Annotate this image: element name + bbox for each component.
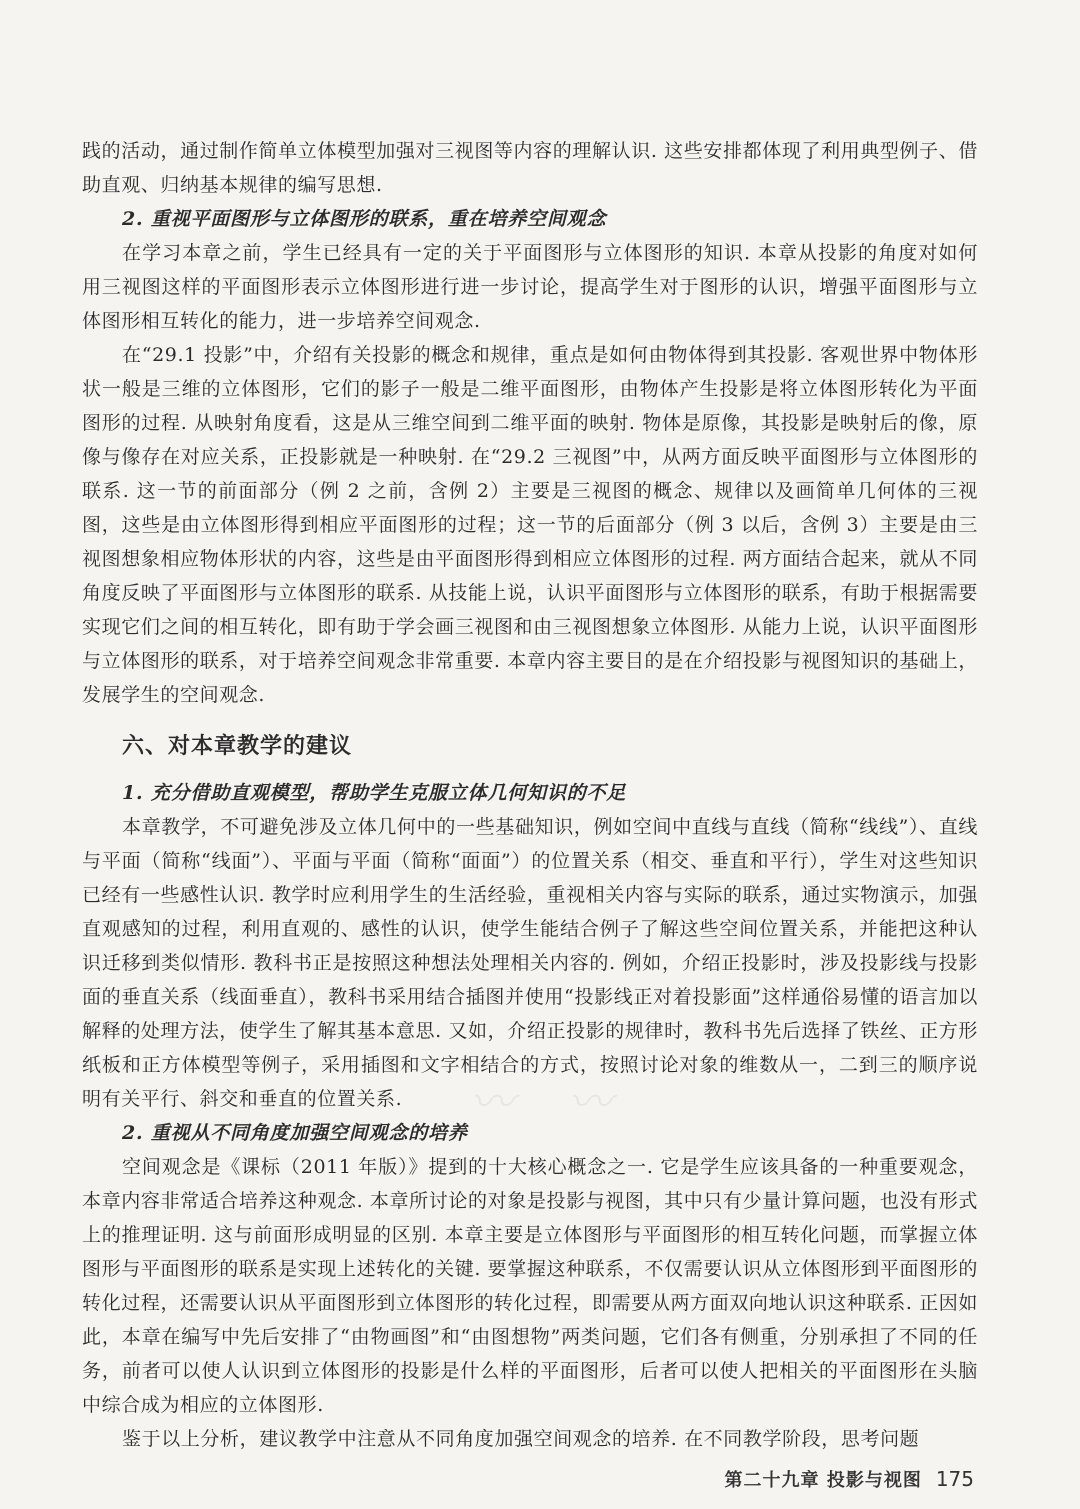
page-number: 175 [935,1467,974,1491]
paragraph: 空间观念是《课标（2011 年版）》提到的十大核心概念之一. 它是学生应该具备的一种重要观念，本章内容非常适合培养这种观念. 本章所讨论的对象是投影与视图，其中只有少量计算问题，也没有形式上的推理证明. 这与前面形成明显的区别. 本章主要是立体图形与平面图形的相互转化问题，而掌握立体图形与平面图形的联系是实现上述转化的关键. 要掌握这种联系，不仅需要认识从立体图形到平面图形的转化过程，还需要认识从平面图形到立体图形的转化过程，即需要从两方面双向地认识这种联系. 正因如此，本章在编写中先后安排了“由物画图”和“由图想物”两类问题，它们各有侧重，分别承担了不同的任务，前者可以使人认识到立体图形的投影是什么样的平面图形，后者可以使人把相关的平面图形在头脑中综合成为相应的立体图形. [82,1156,978,1416]
paragraph: 在学习本章之前，学生已经具有一定的关于平面图形与立体图形的知识. 本章从投影的角度对如何用三视图这样的平面图形表示立体图形进行进一步讨论，提高学生对于图形的认识，增强平面图形与立体图形相互转化的能力，进一步培养空间观念. [82,242,978,332]
chapter-title: 第二十九章 投影与视图 [724,1470,922,1491]
paragraph: 鉴于以上分析，建议教学中注意从不同角度加强空间观念的培养. 在不同教学阶段，思考问题 [122,1428,920,1450]
paragraph: 本章教学，不可避免涉及立体几何中的一些基础知识，例如空间中直线与直线（简称“线线”）、直线与平面（简称“线面”）、平面与平面（简称“面面”）的位置关系（相交、垂直和平行），学生对这些知识已经有一些感性认识. 教学时应利用学生的生活经验，重视相关内容与实际的联系，通过实物演示，加强直观感知的过程，利用直观的、感性的认识，使学生能结合例子了解这些空间位置关系，并能把这种认识迁移到类似情形. 教科书正是按照这种想法处理相关内容的. 例如，介绍正投影时，涉及投影线与投影面的垂直关系（线面垂直），教科书采用结合插图并使用“投影线正对着投影面”这样通俗易懂的语言加以解释的处理方法，使学生了解其基本意思. 又如，介绍正投影的规律时，教科书先后选择了铁丝、正方形纸板和正方体模型等例子，采用插图和文字相结合的方式，按照讨论对象的维数从一，二到三的顺序说明有关平行、斜交和垂直的位置关系. [82,816,978,1110]
section-heading: 六、对本章教学的建议 [122,734,353,759]
sub-heading-visual-models: 1. 充分借助直观模型，帮助学生克服立体几何知识的不足 [122,782,627,804]
page-footer [725,1466,974,1492]
paragraph: 在“29.1 投影”中，介绍有关投影的概念和规律，重点是如何由物体得到其投影. 客观世界中物体形状一般是三维的立体图形，它们的影子一般是二维平面图形，由物体产生投影是将立体图形转化为平面图形的过程. 从映射角度看，这是从三维空间到二维平面的映射. 物体是原像，其投影是映射后的像，原像与像存在对应关系，正投影就是一种映射. 在“29.2 三视图”中，从两方面反映平面图形与立体图形的联系. 这一节的前面部分（例 2 之前，含例 2）主要是三视图的概念、规律以及画简单几何体的三视图，这些是由立体图形得到相应平面图形的过程；这一节的后面部分（例 3 以后，含例 3）主要是由三视图想象相应物体形状的内容，这些是由平面图形得到相应立体图形的过程. 两方面结合起来，就从不同角度反映了平面图形与立体图形的联系. 从技能上说，认识平面图形与立体图形的联系，有助于根据需要实现它们之间的相互转化，即有助于学会画三视图和由三视图想象立体图形. 从能力上说，认识平面图形与立体图形的联系，对于培养空间观念非常重要. 本章内容主要目的是在介绍投影与视图知识的基础上，发展学生的空间观念. [82,344,978,706]
background-watermark: 〰 〰 [470,1077,632,1128]
sub-heading-spatial-concept: 2. 重视平面图形与立体图形的联系，重在培养空间观念 [122,208,607,230]
sub-heading-multiple-angles: 2. 重视从不同角度加强空间观念的培养 [122,1122,468,1144]
paragraph-continued: 践的活动，通过制作简单立体模型加强对三视图等内容的理解认识. 这些安排都体现了利用典型例子、借助直观、归纳基本规律的编写思想. [82,140,978,196]
page-content [82,134,978,1456]
